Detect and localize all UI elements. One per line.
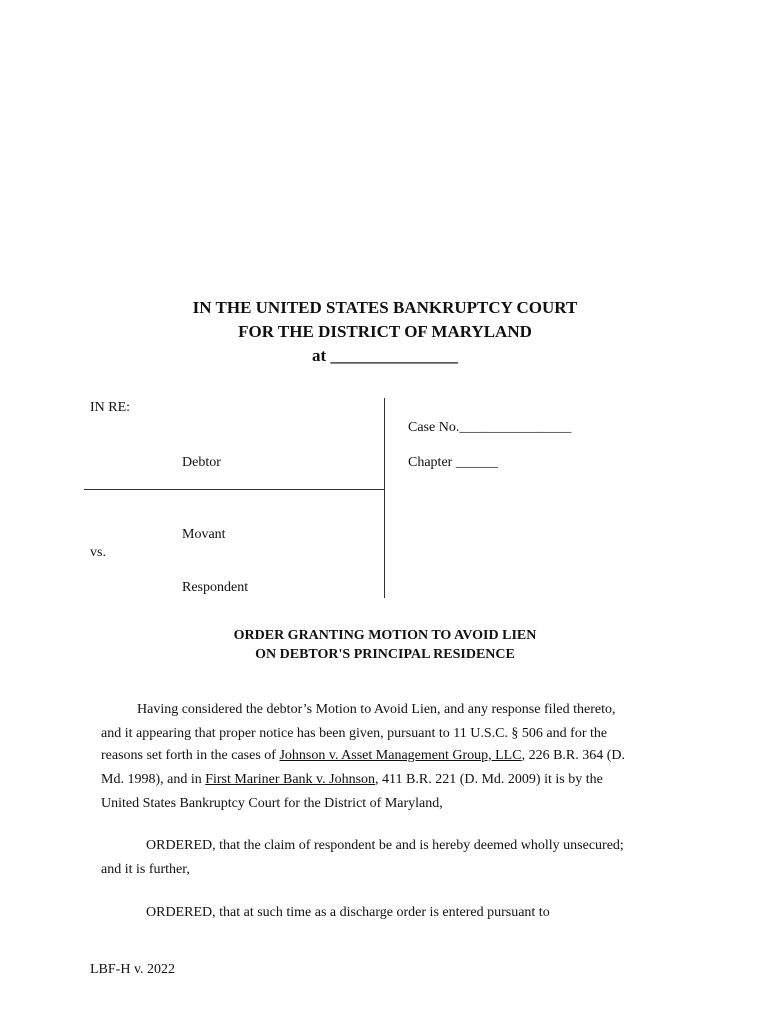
caption-divider-vertical: [384, 398, 385, 598]
case-citation-johnson-asset: Johnson v. Asset Management Group, LLC: [279, 748, 522, 763]
body-p1-line2: and it appearing that proper notice has been given, pursuant to 11 U.S.C. § 506 and for the: [101, 726, 608, 741]
vs-label: vs.: [90, 545, 106, 560]
court-title-line3: at _______________: [312, 346, 458, 365]
body-p1-line3: [101, 748, 625, 764]
in-re-label: IN RE:: [90, 400, 131, 415]
form-identifier: LBF-H v. 2022: [90, 962, 176, 977]
body-p2-line1: ORDERED, that the claim of respondent be and is hereby deemed wholly unsecured;: [146, 838, 624, 853]
order-title-line1: ORDER GRANTING MOTION TO AVOID LIEN: [233, 628, 537, 643]
body-p2-line2: and it is further,: [101, 862, 190, 877]
court-title-line1: IN THE UNITED STATES BANKRUPTCY COURT: [192, 298, 578, 317]
movant-label: Movant: [182, 527, 226, 542]
body-text: , 226 B.R. 364 (D.: [521, 748, 626, 763]
body-p1-line4: [101, 772, 603, 788]
body-p3-line1: ORDERED, that at such time as a discharge order is entered pursuant to: [146, 905, 550, 920]
caption-divider-horizontal: [84, 489, 385, 490]
chapter-field: Chapter ______: [408, 455, 498, 470]
debtor-label: Debtor: [182, 455, 221, 470]
body-text: reasons set forth in the cases of: [101, 748, 280, 763]
body-text: Md. 1998), and in: [101, 772, 206, 787]
body-text: , 411 B.R. 221 (D. Md. 2009) it is by the: [375, 772, 603, 787]
body-p1-line1: Having considered the debtor’s Motion to Avoid Lien, and any response filed thereto,: [137, 702, 616, 717]
order-title-line2: ON DEBTOR'S PRINCIPAL RESIDENCE: [255, 647, 515, 662]
court-title-line2: FOR THE DISTRICT OF MARYLAND: [238, 322, 532, 341]
case-citation-first-mariner: First Mariner Bank v. Johnson: [205, 772, 376, 787]
case-number-field: Case No.________________: [408, 420, 572, 435]
respondent-label: Respondent: [182, 580, 249, 595]
body-p1-line5: United States Bankruptcy Court for the District of Maryland,: [101, 796, 443, 811]
